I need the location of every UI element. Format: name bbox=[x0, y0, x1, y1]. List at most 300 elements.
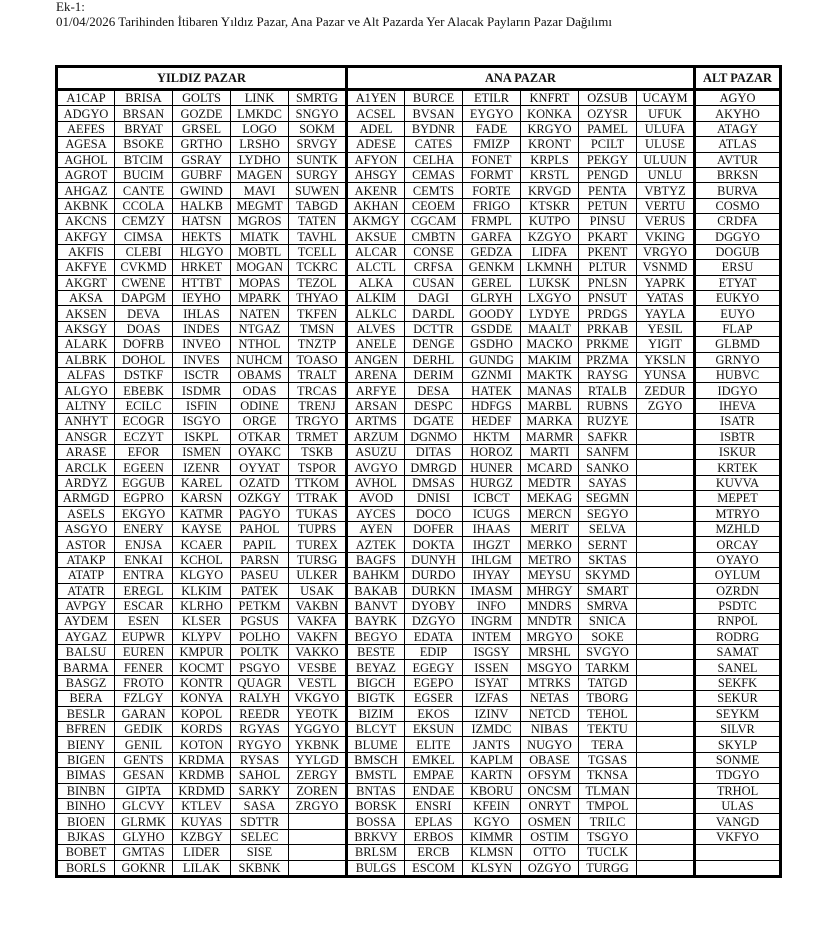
yildiz-pazar-cell: GESAN bbox=[115, 768, 173, 783]
ana-pazar-cell: EGSER bbox=[405, 691, 463, 706]
ana-pazar-cell: PRKME bbox=[579, 337, 637, 352]
alt-pazar-cell: OYLUM bbox=[695, 568, 781, 583]
ana-pazar-cell bbox=[637, 845, 695, 860]
table-row bbox=[57, 291, 781, 306]
yildiz-pazar-cell: BARMA bbox=[57, 660, 115, 675]
ana-pazar-cell: AYCES bbox=[347, 506, 405, 521]
table-row bbox=[57, 121, 781, 136]
table-row bbox=[57, 491, 781, 506]
yildiz-pazar-cell: MOBTL bbox=[231, 244, 289, 259]
yildiz-pazar-cell: PAGYO bbox=[231, 506, 289, 521]
yildiz-pazar-cell: ZERGY bbox=[289, 768, 347, 783]
yildiz-pazar-cell: KMPUR bbox=[173, 645, 231, 660]
ana-pazar-cell: DURDO bbox=[405, 568, 463, 583]
ana-pazar-cell bbox=[637, 860, 695, 876]
yildiz-pazar-cell: MPARK bbox=[231, 291, 289, 306]
ana-pazar-cell: BMSCH bbox=[347, 752, 405, 767]
ana-pazar-cell: ANGEN bbox=[347, 352, 405, 367]
yildiz-pazar-cell: KARSN bbox=[173, 491, 231, 506]
alt-pazar-cell: MZHLD bbox=[695, 521, 781, 536]
yildiz-pazar-cell: ATAKP bbox=[57, 552, 115, 567]
ana-pazar-cell: TBORG bbox=[579, 691, 637, 706]
alt-pazar-cell: EUYO bbox=[695, 306, 781, 321]
yildiz-pazar-cell: SRVGY bbox=[289, 137, 347, 152]
yildiz-pazar-cell: CEMZY bbox=[115, 214, 173, 229]
ana-pazar-cell: MAKIM bbox=[521, 352, 579, 367]
ana-pazar-cell: SANFM bbox=[579, 444, 637, 459]
ana-pazar-cell: DOKTA bbox=[405, 537, 463, 552]
alt-pazar-cell: ATLAS bbox=[695, 137, 781, 152]
table-row bbox=[57, 768, 781, 783]
yildiz-pazar-cell: PSGYO bbox=[231, 660, 289, 675]
yildiz-pazar-cell: ASTOR bbox=[57, 537, 115, 552]
table-row bbox=[57, 845, 781, 860]
table-row bbox=[57, 583, 781, 598]
ana-pazar-cell: CONSE bbox=[405, 244, 463, 259]
ana-pazar-cell: RAYSG bbox=[579, 368, 637, 383]
alt-pazar-cell: DOGUB bbox=[695, 244, 781, 259]
ana-pazar-cell: SERNT bbox=[579, 537, 637, 552]
ana-pazar-cell: ADEL bbox=[347, 121, 405, 136]
ana-pazar-cell: JANTS bbox=[463, 737, 521, 752]
table-row bbox=[57, 337, 781, 352]
ana-pazar-cell: HOROZ bbox=[463, 444, 521, 459]
ana-pazar-cell: KRONT bbox=[521, 137, 579, 152]
ana-pazar-cell: BEYAZ bbox=[347, 660, 405, 675]
ana-pazar-cell: KONKA bbox=[521, 106, 579, 121]
yildiz-pazar-cell: TRENJ bbox=[289, 398, 347, 413]
alt-pazar-cell: IHEVA bbox=[695, 398, 781, 413]
table-row bbox=[57, 383, 781, 398]
yildiz-pazar-cell: DOHOL bbox=[115, 352, 173, 367]
ana-pazar-cell: GSDHO bbox=[463, 337, 521, 352]
document-title: 01/04/2026 Tarihinden İtibaren Yıldız Pazar, Ana Pazar ve Alt Pazarda Yer Alacak Payların Pazar Dağılımı bbox=[56, 14, 612, 29]
ana-pazar-cell bbox=[637, 768, 695, 783]
table-row bbox=[57, 398, 781, 413]
ana-pazar-cell: BRLSM bbox=[347, 845, 405, 860]
yildiz-pazar-cell: SUNTK bbox=[289, 152, 347, 167]
ana-pazar-cell: CMBTN bbox=[405, 229, 463, 244]
ana-pazar-cell bbox=[637, 414, 695, 429]
ana-pazar-cell bbox=[637, 737, 695, 752]
table-row bbox=[57, 198, 781, 213]
yildiz-pazar-cell: DOFRB bbox=[115, 337, 173, 352]
alt-pazar-cell: SANEL bbox=[695, 660, 781, 675]
ana-pazar-cell: IHLGM bbox=[463, 552, 521, 567]
alt-pazar-cell: TDGYO bbox=[695, 768, 781, 783]
yildiz-pazar-cell: ANSGR bbox=[57, 429, 115, 444]
ana-pazar-cell bbox=[637, 552, 695, 567]
ana-pazar-cell bbox=[637, 783, 695, 798]
ana-pazar-cell: GEREL bbox=[463, 275, 521, 290]
yildiz-pazar-cell: VAKFA bbox=[289, 614, 347, 629]
ana-pazar-cell: DYOBY bbox=[405, 598, 463, 613]
ana-pazar-cell bbox=[637, 829, 695, 844]
ana-pazar-cell: AKHAN bbox=[347, 198, 405, 213]
yildiz-pazar-cell: SASA bbox=[231, 798, 289, 813]
yildiz-pazar-cell: HALKB bbox=[173, 198, 231, 213]
yildiz-pazar-cell: BRYAT bbox=[115, 121, 173, 136]
ana-pazar-cell bbox=[637, 660, 695, 675]
yildiz-pazar-cell: RALYH bbox=[231, 691, 289, 706]
yildiz-pazar-cell: PARSN bbox=[231, 552, 289, 567]
ana-pazar-cell: PEKGY bbox=[579, 152, 637, 167]
table-row bbox=[57, 783, 781, 798]
ana-pazar-cell: ERCB bbox=[405, 845, 463, 860]
ana-pazar-cell: BVSAN bbox=[405, 106, 463, 121]
ana-pazar-cell: ADESE bbox=[347, 137, 405, 152]
yildiz-pazar-cell: EREGL bbox=[115, 583, 173, 598]
ana-pazar-cell: TLMAN bbox=[579, 783, 637, 798]
alt-pazar-cell: FLAP bbox=[695, 321, 781, 336]
ana-pazar-cell: DENGE bbox=[405, 337, 463, 352]
ana-pazar-cell bbox=[637, 506, 695, 521]
alt-pazar-cell: ORCAY bbox=[695, 537, 781, 552]
table-row bbox=[57, 429, 781, 444]
alt-pazar-cell: SEKUR bbox=[695, 691, 781, 706]
yildiz-pazar-cell: ANHYT bbox=[57, 414, 115, 429]
alt-pazar-cell: HUBVC bbox=[695, 368, 781, 383]
ana-pazar-cell: BRKVY bbox=[347, 829, 405, 844]
yildiz-pazar-cell: TURSG bbox=[289, 552, 347, 567]
ana-pazar-cell: EPLAS bbox=[405, 814, 463, 829]
alt-pazar-cell: OZRDN bbox=[695, 583, 781, 598]
yildiz-pazar-cell: TUPRS bbox=[289, 521, 347, 536]
yildiz-pazar-cell: BRISA bbox=[115, 90, 173, 106]
table-body bbox=[57, 90, 781, 877]
ana-pazar-cell bbox=[637, 645, 695, 660]
ana-pazar-cell: ICBCT bbox=[463, 491, 521, 506]
ana-pazar-cell: DAGI bbox=[405, 291, 463, 306]
yildiz-pazar-cell: CIMSA bbox=[115, 229, 173, 244]
yildiz-pazar-cell: AKBNK bbox=[57, 198, 115, 213]
yildiz-pazar-cell: ENJSA bbox=[115, 537, 173, 552]
ana-pazar-cell: EGEGY bbox=[405, 660, 463, 675]
alt-pazar-cell: IDGYO bbox=[695, 383, 781, 398]
ana-pazar-cell: AYEN bbox=[347, 521, 405, 536]
ana-pazar-cell: GLRYH bbox=[463, 291, 521, 306]
alt-pazar-cell: SONME bbox=[695, 752, 781, 767]
yildiz-pazar-cell: ASGYO bbox=[57, 521, 115, 536]
ana-pazar-cell: EYGYO bbox=[463, 106, 521, 121]
yildiz-pazar-cell: AGROT bbox=[57, 167, 115, 182]
yildiz-pazar-cell: BSOKE bbox=[115, 137, 173, 152]
ana-pazar-cell: HKTM bbox=[463, 429, 521, 444]
ana-pazar-cell: VRGYO bbox=[637, 244, 695, 259]
ana-pazar-cell: MERCN bbox=[521, 506, 579, 521]
yildiz-pazar-cell: ASELS bbox=[57, 506, 115, 521]
ana-pazar-cell: PETUN bbox=[579, 198, 637, 213]
yildiz-pazar-cell: ESCAR bbox=[115, 598, 173, 613]
ana-pazar-cell: HATEK bbox=[463, 383, 521, 398]
yildiz-pazar-cell: ARASE bbox=[57, 444, 115, 459]
ana-pazar-cell: MNDRS bbox=[521, 598, 579, 613]
yildiz-pazar-cell: HRKET bbox=[173, 260, 231, 275]
ana-pazar-cell: LIDFA bbox=[521, 244, 579, 259]
ana-pazar-cell: LYDYE bbox=[521, 306, 579, 321]
ana-pazar-cell: IHYAY bbox=[463, 568, 521, 583]
table-row bbox=[57, 460, 781, 475]
ana-pazar-cell: SMRVA bbox=[579, 598, 637, 613]
yildiz-pazar-cell: IHLAS bbox=[173, 306, 231, 321]
ana-pazar-cell: BNTAS bbox=[347, 783, 405, 798]
yildiz-pazar-cell: TSKB bbox=[289, 444, 347, 459]
alt-pazar-cell: COSMO bbox=[695, 198, 781, 213]
ana-pazar-cell: KFEIN bbox=[463, 798, 521, 813]
yildiz-pazar-cell: AKFYE bbox=[57, 260, 115, 275]
ana-pazar-cell: NIBAS bbox=[521, 722, 579, 737]
yildiz-pazar-cell: LRSHO bbox=[231, 137, 289, 152]
ana-pazar-cell: DERIM bbox=[405, 368, 463, 383]
yildiz-pazar-cell: ISKPL bbox=[173, 429, 231, 444]
ana-pazar-cell: BORSK bbox=[347, 798, 405, 813]
alt-pazar-cell: AGYO bbox=[695, 90, 781, 106]
ana-pazar-cell: KRVGD bbox=[521, 183, 579, 198]
yildiz-pazar-cell: SURGY bbox=[289, 167, 347, 182]
yildiz-pazar-cell: DSTKF bbox=[115, 368, 173, 383]
ana-pazar-cell: HDFGS bbox=[463, 398, 521, 413]
table-row bbox=[57, 752, 781, 767]
yildiz-pazar-cell: VESTL bbox=[289, 675, 347, 690]
yildiz-pazar-cell: TRCAS bbox=[289, 383, 347, 398]
ana-pazar-cell: MAALT bbox=[521, 321, 579, 336]
yildiz-pazar-cell: GIPTA bbox=[115, 783, 173, 798]
yildiz-pazar-cell: AKSEN bbox=[57, 306, 115, 321]
ana-pazar-cell: BIGTK bbox=[347, 691, 405, 706]
yildiz-pazar-cell: ZOREN bbox=[289, 783, 347, 798]
yildiz-pazar-cell: GWIND bbox=[173, 183, 231, 198]
ana-pazar-cell bbox=[637, 537, 695, 552]
yildiz-pazar-cell: YKBNK bbox=[289, 737, 347, 752]
alt-pazar-cell: AKYHO bbox=[695, 106, 781, 121]
ana-pazar-cell: KIMMR bbox=[463, 829, 521, 844]
ana-pazar-cell: BYDNR bbox=[405, 121, 463, 136]
ana-pazar-cell: BIZIM bbox=[347, 706, 405, 721]
ana-pazar-cell: CRFSA bbox=[405, 260, 463, 275]
ana-pazar-cell: PAMEL bbox=[579, 121, 637, 136]
ana-pazar-cell: ASUZU bbox=[347, 444, 405, 459]
yildiz-pazar-cell: KLRHO bbox=[173, 598, 231, 613]
yildiz-pazar-cell: BFREN bbox=[57, 722, 115, 737]
yildiz-pazar-cell: RYGYO bbox=[231, 737, 289, 752]
ana-pazar-cell: KAPLM bbox=[463, 752, 521, 767]
yildiz-pazar-cell: GOLTS bbox=[173, 90, 231, 106]
ana-pazar-cell: KGYO bbox=[463, 814, 521, 829]
alt-pazar-cell: MEPET bbox=[695, 491, 781, 506]
table-row bbox=[57, 814, 781, 829]
ana-pazar-cell: EMPAE bbox=[405, 768, 463, 783]
yildiz-pazar-cell: MAVI bbox=[231, 183, 289, 198]
yildiz-pazar-cell: OTKAR bbox=[231, 429, 289, 444]
ana-pazar-cell: MARKA bbox=[521, 414, 579, 429]
yildiz-pazar-cell: ORGE bbox=[231, 414, 289, 429]
ana-pazar-cell: DOCO bbox=[405, 506, 463, 521]
ana-pazar-cell: TEKTU bbox=[579, 722, 637, 737]
alt-pazar-cell bbox=[695, 845, 781, 860]
ana-pazar-cell: VERTU bbox=[637, 198, 695, 213]
ana-pazar-cell: SEGYO bbox=[579, 506, 637, 521]
yildiz-pazar-cell: ODAS bbox=[231, 383, 289, 398]
ana-pazar-cell: BAHKM bbox=[347, 568, 405, 583]
yildiz-pazar-cell: RYSAS bbox=[231, 752, 289, 767]
yildiz-pazar-cell: AGESA bbox=[57, 137, 115, 152]
ana-pazar-cell: FONET bbox=[463, 152, 521, 167]
table-row bbox=[57, 321, 781, 336]
ana-pazar-cell: HEDEF bbox=[463, 414, 521, 429]
yildiz-pazar-cell: SELEC bbox=[231, 829, 289, 844]
yildiz-pazar-cell: BTCIM bbox=[115, 152, 173, 167]
yildiz-pazar-cell: KONTR bbox=[173, 675, 231, 690]
ana-pazar-cell: TRILC bbox=[579, 814, 637, 829]
alt-pazar-cell: SILVR bbox=[695, 722, 781, 737]
ana-pazar-cell: LUKSK bbox=[521, 275, 579, 290]
yildiz-pazar-cell: OYYAT bbox=[231, 460, 289, 475]
yildiz-pazar-cell: BIOEN bbox=[57, 814, 115, 829]
ana-pazar-cell: EDATA bbox=[405, 629, 463, 644]
ana-pazar-cell: TUCLK bbox=[579, 845, 637, 860]
yildiz-pazar-cell: KOTON bbox=[173, 737, 231, 752]
table-row bbox=[57, 660, 781, 675]
ana-pazar-cell: AVHOL bbox=[347, 475, 405, 490]
yildiz-pazar-cell: TTRAK bbox=[289, 491, 347, 506]
ana-pazar-cell: PKART bbox=[579, 229, 637, 244]
ana-pazar-cell: OZGYO bbox=[521, 860, 579, 876]
yildiz-pazar-cell: EBEBK bbox=[115, 383, 173, 398]
yildiz-pazar-cell: GLYHO bbox=[115, 829, 173, 844]
alt-pazar-cell: SAMAT bbox=[695, 645, 781, 660]
ana-pazar-cell: FORTE bbox=[463, 183, 521, 198]
yildiz-pazar-cell: AKSA bbox=[57, 291, 115, 306]
yildiz-pazar-cell: LYDHO bbox=[231, 152, 289, 167]
table-row bbox=[57, 306, 781, 321]
yildiz-pazar-cell: ENKAI bbox=[115, 552, 173, 567]
ana-pazar-cell: PENTA bbox=[579, 183, 637, 198]
ana-pazar-cell: SOKE bbox=[579, 629, 637, 644]
ana-pazar-cell: MEKAG bbox=[521, 491, 579, 506]
ana-pazar-cell bbox=[637, 460, 695, 475]
ana-pazar-cell bbox=[637, 598, 695, 613]
yildiz-pazar-cell: AYGAZ bbox=[57, 629, 115, 644]
yildiz-pazar-cell: EGPRO bbox=[115, 491, 173, 506]
ana-pazar-cell: PRDGS bbox=[579, 306, 637, 321]
ana-pazar-cell bbox=[637, 722, 695, 737]
header-yildiz-pazar: YILDIZ PAZAR bbox=[57, 67, 347, 90]
yildiz-pazar-cell: ARDYZ bbox=[57, 475, 115, 490]
table-row bbox=[57, 352, 781, 367]
ana-pazar-cell: PENGD bbox=[579, 167, 637, 182]
yildiz-pazar-cell: HEKTS bbox=[173, 229, 231, 244]
yildiz-pazar-cell: LMKDC bbox=[231, 106, 289, 121]
ana-pazar-cell: CELHA bbox=[405, 152, 463, 167]
ana-pazar-cell: TSGYO bbox=[579, 829, 637, 844]
ana-pazar-cell: IZMDC bbox=[463, 722, 521, 737]
yildiz-pazar-cell: BASGZ bbox=[57, 675, 115, 690]
yildiz-pazar-cell: VKGYO bbox=[289, 691, 347, 706]
ana-pazar-cell: TEHOL bbox=[579, 706, 637, 721]
alt-pazar-cell: PSDTC bbox=[695, 598, 781, 613]
yildiz-pazar-cell: ISFIN bbox=[173, 398, 231, 413]
ana-pazar-cell: KLSYN bbox=[463, 860, 521, 876]
ana-pazar-cell: METRO bbox=[521, 552, 579, 567]
yildiz-pazar-cell: CANTE bbox=[115, 183, 173, 198]
ana-pazar-cell: KRSTL bbox=[521, 167, 579, 182]
yildiz-pazar-cell: TOASO bbox=[289, 352, 347, 367]
ana-pazar-cell: LKMNH bbox=[521, 260, 579, 275]
yildiz-pazar-cell: AKCNS bbox=[57, 214, 115, 229]
yildiz-pazar-cell: SAHOL bbox=[231, 768, 289, 783]
yildiz-pazar-cell: ADGYO bbox=[57, 106, 115, 121]
ana-pazar-cell: OBASE bbox=[521, 752, 579, 767]
table-row bbox=[57, 214, 781, 229]
ana-pazar-cell: SMART bbox=[579, 583, 637, 598]
yildiz-pazar-cell: GMTAS bbox=[115, 845, 173, 860]
yildiz-pazar-cell: TRGYO bbox=[289, 414, 347, 429]
yildiz-pazar-cell: LOGO bbox=[231, 121, 289, 136]
yildiz-pazar-cell: OBAMS bbox=[231, 368, 289, 383]
ana-pazar-cell: SANKO bbox=[579, 460, 637, 475]
ana-pazar-cell: IHAAS bbox=[463, 521, 521, 536]
ana-pazar-cell: SVGYO bbox=[579, 645, 637, 660]
ana-pazar-cell: DGNMO bbox=[405, 429, 463, 444]
ana-pazar-cell bbox=[637, 675, 695, 690]
table-row bbox=[57, 521, 781, 536]
alt-pazar-cell: RNPOL bbox=[695, 614, 781, 629]
ana-pazar-cell: OTTO bbox=[521, 845, 579, 860]
table-row bbox=[57, 829, 781, 844]
ana-pazar-cell: FRIGO bbox=[463, 198, 521, 213]
alt-pazar-cell: ULAS bbox=[695, 798, 781, 813]
yildiz-pazar-cell: REEDR bbox=[231, 706, 289, 721]
yildiz-pazar-cell: BESLR bbox=[57, 706, 115, 721]
ana-pazar-cell: MRGYO bbox=[521, 629, 579, 644]
yildiz-pazar-cell: KOPOL bbox=[173, 706, 231, 721]
yildiz-pazar-cell: IEYHO bbox=[173, 291, 231, 306]
table-row bbox=[57, 275, 781, 290]
ana-pazar-cell: FRMPL bbox=[463, 214, 521, 229]
yildiz-pazar-cell: KRDMD bbox=[173, 783, 231, 798]
yildiz-pazar-cell: KAREL bbox=[173, 475, 231, 490]
ana-pazar-cell: BMSTL bbox=[347, 768, 405, 783]
yildiz-pazar-cell: MAGEN bbox=[231, 167, 289, 182]
ana-pazar-cell bbox=[637, 798, 695, 813]
yildiz-pazar-cell: INDES bbox=[173, 321, 231, 336]
yildiz-pazar-cell: FZLGY bbox=[115, 691, 173, 706]
yildiz-pazar-cell: EFOR bbox=[115, 444, 173, 459]
yildiz-pazar-cell: ALFAS bbox=[57, 368, 115, 383]
ana-pazar-cell: ARENA bbox=[347, 368, 405, 383]
ana-pazar-cell: KTSKR bbox=[521, 198, 579, 213]
yildiz-pazar-cell: AKGRT bbox=[57, 275, 115, 290]
ana-pazar-cell bbox=[637, 475, 695, 490]
table-row bbox=[57, 645, 781, 660]
ana-pazar-cell: KARTN bbox=[463, 768, 521, 783]
ana-pazar-cell: YUNSA bbox=[637, 368, 695, 383]
yildiz-pazar-cell: KCAER bbox=[173, 537, 231, 552]
alt-pazar-cell: AVTUR bbox=[695, 152, 781, 167]
yildiz-pazar-cell: BUCIM bbox=[115, 167, 173, 182]
yildiz-pazar-cell: MGROS bbox=[231, 214, 289, 229]
ana-pazar-cell: GUNDG bbox=[463, 352, 521, 367]
yildiz-pazar-cell: CLEBI bbox=[115, 244, 173, 259]
yildiz-pazar-cell: USAK bbox=[289, 583, 347, 598]
yildiz-pazar-cell: PASEU bbox=[231, 568, 289, 583]
ana-pazar-cell: BAGFS bbox=[347, 552, 405, 567]
yildiz-pazar-cell: DOAS bbox=[115, 321, 173, 336]
ana-pazar-cell: ENDAE bbox=[405, 783, 463, 798]
yildiz-pazar-cell: BIMAS bbox=[57, 768, 115, 783]
yildiz-pazar-cell: LILAK bbox=[173, 860, 231, 876]
yildiz-pazar-cell: GENTS bbox=[115, 752, 173, 767]
